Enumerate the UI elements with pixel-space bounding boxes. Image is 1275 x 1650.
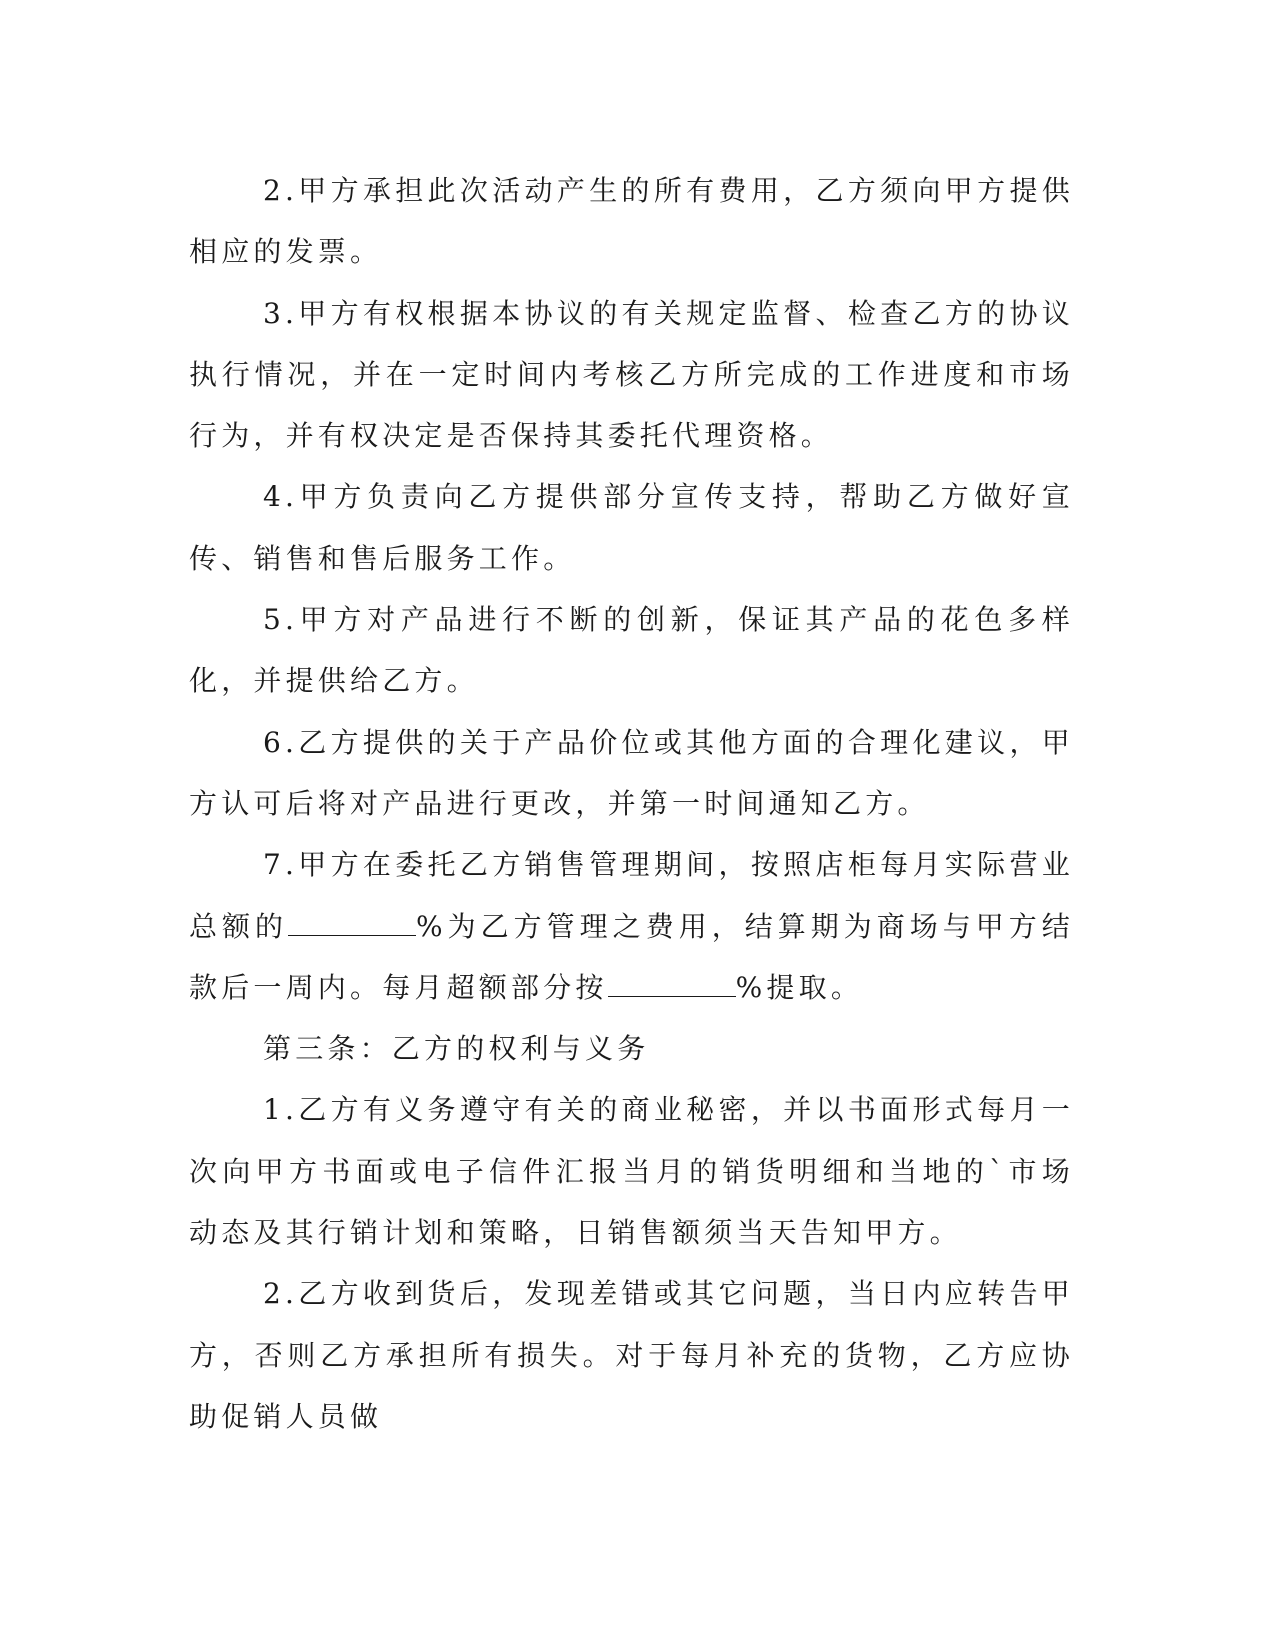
paragraph-confidentiality-reporting: 1.乙方有义务遵守有关的商业秘密，并以书面形式每月一次向甲方书面或电子信件汇报当月的销货明细和当地的`市场动态及其行销计划和策略，日销售额须当天告知甲方。	[189, 1093, 1074, 1250]
paragraph-product-innovation: 5.甲方对产品进行不断的创新，保证其产品的花色多样化，并提供给乙方。	[189, 603, 1074, 698]
fee-clause-text-1: 7.甲方在委托乙方销售管理期间，按照店柜每月实际营业总额的	[189, 848, 1074, 943]
document-body	[189, 160, 1074, 1447]
paragraph-promotion-support: 4.甲方负责向乙方提供部分宣传支持，帮助乙方做好宣传、销售和售后服务工作。	[189, 480, 1074, 575]
fee-percent-blank[interactable]	[288, 899, 416, 936]
fee-clause-text-3: %提取。	[735, 970, 864, 1004]
section-heading-article-three: 第三条：乙方的权利与义务	[263, 1032, 650, 1066]
fee-clause-text-2: %为乙方管理之费用，结算期为商场与甲方结款后一周内。每月超额部分按	[189, 909, 1074, 1004]
paragraph-management-fee	[189, 834, 1074, 1018]
excess-percent-blank[interactable]	[608, 960, 736, 997]
paragraph-suggestions: 6.乙方提供的关于产品价位或其他方面的合理化建议，甲方认可后将对产品进行更改，并第一时间通知乙方。	[189, 725, 1074, 820]
paragraph-goods-receipt: 2.乙方收到货后，发现差错或其它问题，当日内应转告甲方，否则乙方承担所有损失。对于每月补充的货物，乙方应协助促销人员做	[189, 1277, 1074, 1433]
paragraph-expenses: 2.甲方承担此次活动产生的所有费用，乙方须向甲方提供相应的发票。	[189, 174, 1074, 269]
paragraph-supervision: 3.甲方有权根据本协议的有关规定监督、检查乙方的协议执行情况，并在一定时间内考核乙方所完成的工作进度和市场行为，并有权决定是否保持其委托代理资格。	[189, 296, 1074, 453]
